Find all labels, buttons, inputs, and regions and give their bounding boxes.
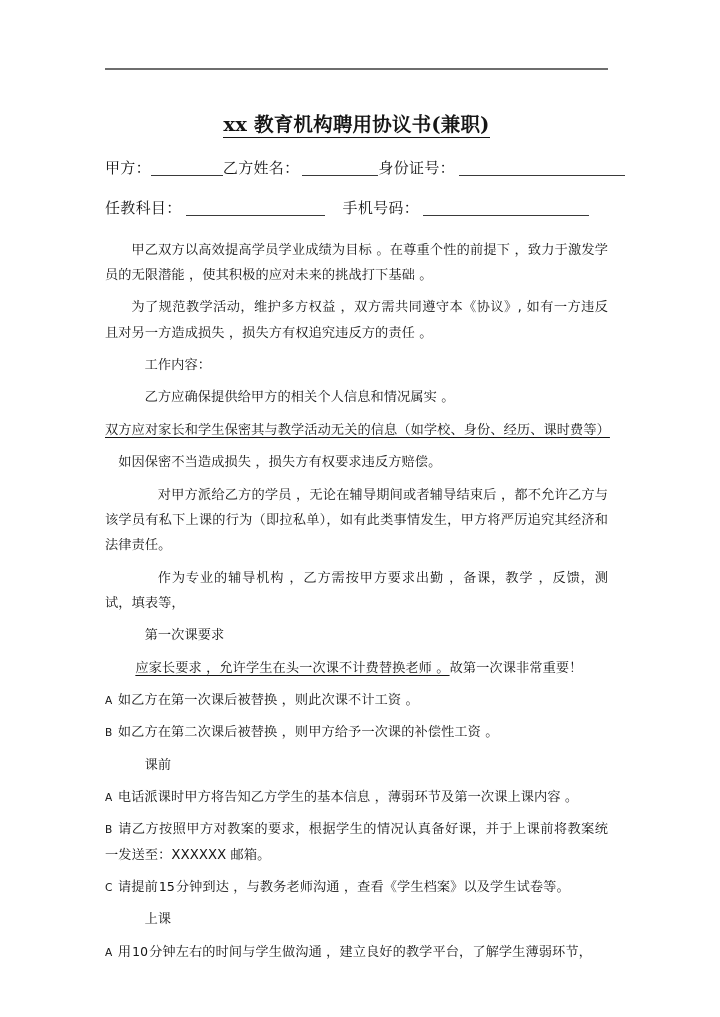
paragraph-confidentiality-text: 双方应对家长和学生保密其与教学活动无关的信息（如学校、身份、经历、课时费等）	[105, 422, 610, 438]
page-title	[105, 96, 608, 139]
item-letter-a: A	[105, 694, 113, 707]
paragraph-no-private-lessons: 对甲方派给乙方的学员 ，无论在辅导期间或者辅导结束后 ，都不允许乙方与该学员有私下上课的行为（即拉私单），如有此类事情发生，甲方将严厉追究其经济和法律责任。	[105, 487, 608, 554]
list-item-before-class-a	[105, 785, 608, 810]
item-letter-before-b: B	[105, 824, 113, 837]
item-text-before-class-c-prefix: 请提前	[118, 879, 158, 895]
list-item-first-class-b	[105, 720, 608, 745]
list-item-before-class-b	[105, 817, 608, 868]
paragraph-info-accuracy: 乙方应确保提供给甲方的相关个人信息和情况属实 。	[144, 390, 455, 406]
item-letter-b: B	[105, 727, 113, 740]
item-text-in-class-a-prefix: 用	[117, 944, 132, 960]
input-teaching-subject[interactable]	[186, 202, 325, 216]
label-phone-number: 手机号码：	[342, 198, 420, 217]
input-id-number[interactable]	[459, 162, 625, 176]
paragraph-first-class-replacement-plain: 故第一次课非常重要！	[449, 660, 583, 676]
form-row-party-info	[105, 158, 608, 178]
paragraph-agreement-scope: 为了规范教学活动，维护多方权益 ，双方需共同遵守本《协议》, 如有一方违反且对另一方造成损失 ，损失方有权追究违反方的责任 。	[105, 300, 608, 341]
form-row-subject-phone	[105, 198, 608, 218]
list-item-in-class-a	[105, 940, 608, 965]
heading-in-class: 上课	[144, 912, 172, 928]
item-text-before-class-a: 电话派课时甲方将告知乙方学生的基本信息 ，薄弱环节及第一次课上课内容 。	[117, 789, 579, 805]
document-body	[105, 96, 608, 965]
list-item-first-class-a	[105, 688, 608, 713]
paragraph-first-class-replacement	[105, 656, 608, 681]
paragraph-goal: 甲乙双方以高效提高学员学业成绩为目标 。在尊重个性的前提下 ，致力于激发学员的无限潜能 ，使其积极的应对未来的挑战打下基础 。	[105, 242, 608, 284]
item-letter-in-a: A	[105, 946, 113, 959]
item-text-before-class-b: 请乙方按照甲方对教案的要求，根据学生的情况认真备好课，并于上课前将教案统一发送至：XXXXXX 邮箱。	[105, 822, 608, 863]
item-text-first-class-a: 如乙方在第一次课后被替换 ，则此次课不计工资 。	[117, 692, 419, 708]
heading-before-class: 课前	[144, 757, 172, 773]
label-id-number: 身份证号：	[378, 159, 455, 178]
item-number-before-class-c: 15	[158, 878, 175, 894]
label-party-b-name: 乙方姓名：	[222, 159, 300, 178]
label-party-a: 甲方：	[105, 159, 151, 178]
item-number-in-class-a: 10	[132, 943, 149, 959]
heading-work-content: 工作内容：	[144, 358, 212, 374]
input-party-a[interactable]	[151, 162, 223, 176]
list-item-before-class-c	[105, 875, 608, 900]
input-phone-number[interactable]	[423, 202, 589, 216]
paragraph-first-class-replacement-underlined: 应家长要求 ，允许学生在头一次课不计费替换老师 。	[135, 660, 450, 676]
label-teaching-subject: 任教科目：	[105, 198, 182, 217]
item-text-in-class-a-suffix: 分钟左右的时间与学生做沟通 ，建立良好的教学平台，了解学生薄弱环节，	[149, 944, 592, 960]
item-text-first-class-b: 如乙方在第二次课后被替换 ，则甲方给予一次课的补偿性工资 。	[117, 725, 499, 741]
item-text-before-class-c-suffix: 分钟到达 ，与教务老师沟通 ，查看《学生档案》以及学生试卷等。	[175, 879, 570, 895]
item-letter-before-c: C	[105, 881, 113, 894]
page-title-text: xx 教育机构聘用协议书(兼职)	[223, 113, 490, 136]
header-rule	[105, 68, 608, 70]
input-party-b-name[interactable]	[302, 162, 378, 176]
paragraph-professional-duties: 作为专业的辅导机构 ，乙方需按甲方要求出勤 ，备课，教学 ，反馈，测试，填表等，	[105, 570, 608, 611]
paragraph-breach-compensation: 如因保密不当造成损失 ，损失方有权要求违反方赔偿。	[118, 455, 442, 471]
heading-first-class-requirements: 第一次课要求	[144, 628, 225, 644]
paragraph-confidentiality	[105, 418, 608, 443]
item-letter-before-a: A	[105, 791, 113, 804]
